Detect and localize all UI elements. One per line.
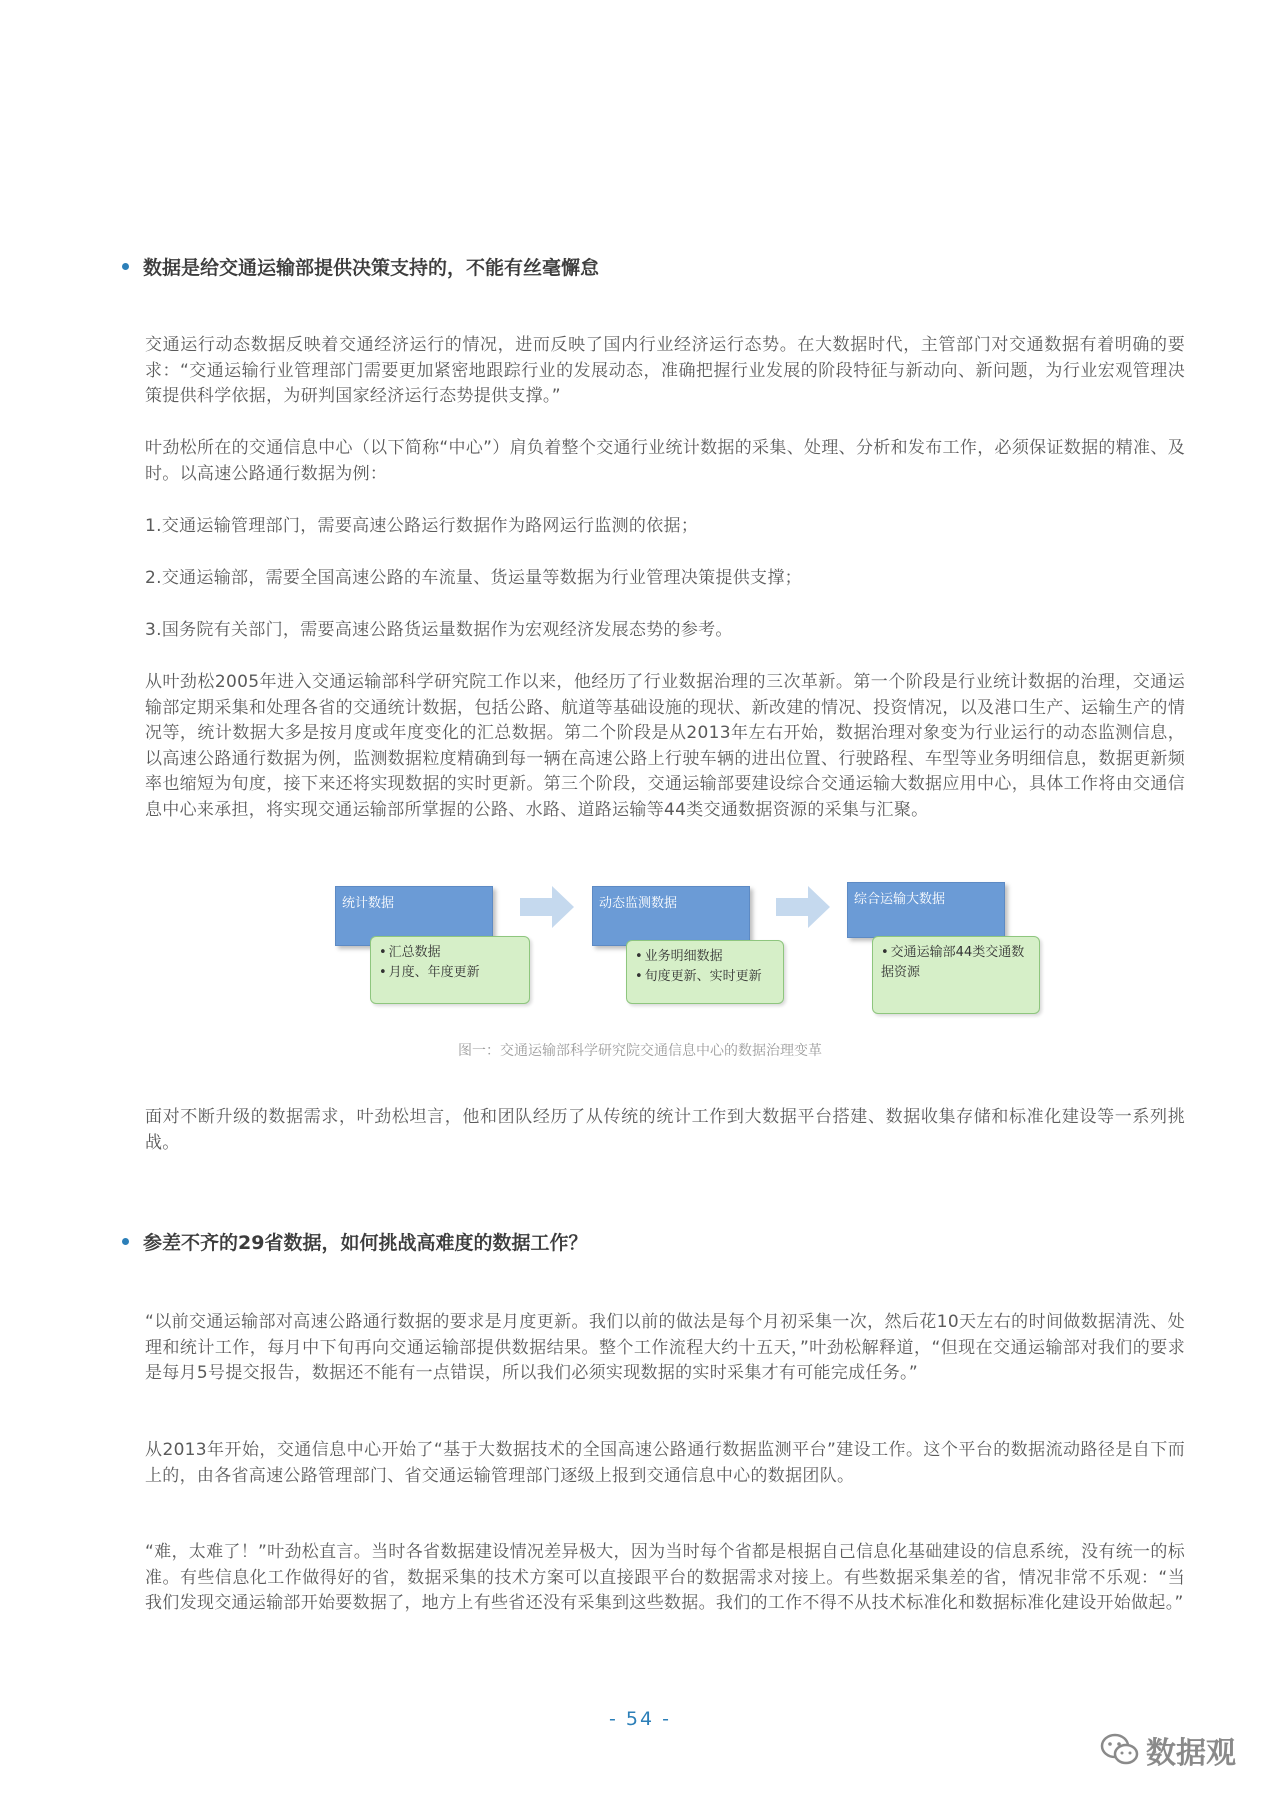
page-number: - 54 - [609, 1708, 671, 1730]
section-heading-1-text: 数据是给交通运输部提供决策支持的，不能有丝毫懈怠 [143, 257, 600, 279]
stage-1-title: 统计数据 [335, 886, 493, 946]
stage-2-item: • 旬度更新、实时更新 [635, 967, 775, 987]
paragraph-after-figure: 面对不断升级的数据需求，叶劲松坦言，他和团队经历了从传统的统计工作到大数据平台搭建、数据收集存储和标准化建设等一系列挑战。 [145, 1107, 1185, 1153]
stage-1-item: • 汇总数据 [379, 943, 521, 963]
paragraph-3: 从叶劲松2005年进入交通运输部科学研究院工作以来，他经历了行业数据治理的三次革新。第一个阶段是行业统计数据的治理，交通运输部定期采集和处理各省的交通统计数据，包括公路、航道等基础设施的现状、新改建的情况、投资情况，以及港口生产、运输生产的情况等，统计数据大多是按月度或年度变化的汇总数据。第二个阶段是从2013年左右开始，数据治理对象变为行业运行的动态监测信息，以高速公路通行数据为例，监测数据粒度精确到每一辆在高速公路上行驶车辆的进出位置、行驶路程、车型等业务明细信息，数据更新频率也缩短为旬度，接下来还将实现数据的实时更新。第三个阶段，交通运输部要建设综合交通运输大数据应用中心，具体工作将由交通信息中心来承担，将实现交通运输部所掌握的公路、水路、道路运输等44类交通数据资源的采集与汇聚。 [145, 672, 1185, 820]
wechat-icon [1100, 1733, 1140, 1767]
bullet-icon [122, 1238, 129, 1245]
right-arrow-icon [776, 886, 832, 928]
bullet-icon [122, 263, 129, 270]
stage-1-details [370, 936, 530, 1004]
stage-1-item: • 月度、年度更新 [379, 963, 521, 983]
list-item-2: 2.交通运输部，需要全国高速公路的车流量、货运量等数据为行业管理决策提供支撑； [145, 568, 802, 588]
watermark-text: 数据观 [1146, 1736, 1236, 1771]
data-governance-figure [330, 878, 1060, 1018]
list-item-1: 1.交通运输管理部门，需要高速公路运行数据作为路网运行监测的依据； [145, 516, 699, 536]
stage-2-title: 动态监测数据 [592, 886, 750, 946]
watermark [1100, 1728, 1236, 1772]
section-heading-2-text: 参差不齐的29省数据，如何挑战高难度的数据工作？ [143, 1232, 588, 1254]
stage-3-item: • 交通运输部44类交通数据资源 [881, 943, 1031, 983]
stage-3-title: 综合运输大数据 [847, 882, 1005, 938]
stage-2-item: • 业务明细数据 [635, 947, 775, 967]
paragraph-5: 从2013年开始，交通信息中心开始了“基于大数据技术的全国高速公路通行数据监测平台”建设工作。这个平台的数据流动路径是自下而上的，由各省高速公路管理部门、省交通运输管理部门逐级上报到交通信息中心的数据团队。 [145, 1440, 1185, 1486]
paragraph-4: “以前交通运输部对高速公路通行数据的要求是月度更新。我们以前的做法是每个月初采集一次，然后花10天左右的时间做数据清洗、处理和统计工作，每月中下旬再向交通运输部提供数据结果。整个工作流程大约十五天，”叶劲松解释道，“但现在交通运输部对我们的要求是每月5号提交报告，数据还不能有一点错误，所以我们必须实现数据的实时采集才有可能完成任务。” [145, 1312, 1185, 1383]
section-heading-2 [122, 1228, 587, 1255]
figure-caption: 图一：交通运输部科学研究院交通信息中心的数据治理变革 [458, 1043, 822, 1059]
stage-2-details [626, 940, 784, 1004]
stage-3-details [872, 936, 1040, 1014]
paragraph-2: 叶劲松所在的交通信息中心（以下简称“中心”）肩负着整个交通行业统计数据的采集、处理、分析和发布工作，必须保证数据的精准、及时。以高速公路通行数据为例： [145, 438, 1185, 484]
paragraph-1: 交通运行动态数据反映着交通经济运行的情况，进而反映了国内行业经济运行态势。在大数据时代，主管部门对交通数据有着明确的要求：“交通运输行业管理部门需要更加紧密地跟踪行业的发展动态，准确把握行业发展的阶段特征与新动向、新问题，为行业宏观管理决策提供科学依据，为研判国家经济运行态势提供支撑。” [145, 335, 1185, 406]
section-heading-1 [122, 253, 599, 280]
list-item-3: 3.国务院有关部门，需要高速公路货运量数据作为宏观经济发展态势的参考。 [145, 620, 733, 640]
paragraph-6: “难，太难了！”叶劲松直言。当时各省数据建设情况差异极大，因为当时每个省都是根据自己信息化基础建设的信息系统，没有统一的标准。有些信息化工作做得好的省，数据采集的技术方案可以直接跟平台的数据需求对接上。有些数据采集差的省，情况非常不乐观：“当我们发现交通运输部开始要数据了，地方上有些省还没有采集到这些数据。我们的工作不得不从技术标准化和数据标准化建设开始做起。” [145, 1542, 1185, 1613]
right-arrow-icon [520, 886, 576, 928]
